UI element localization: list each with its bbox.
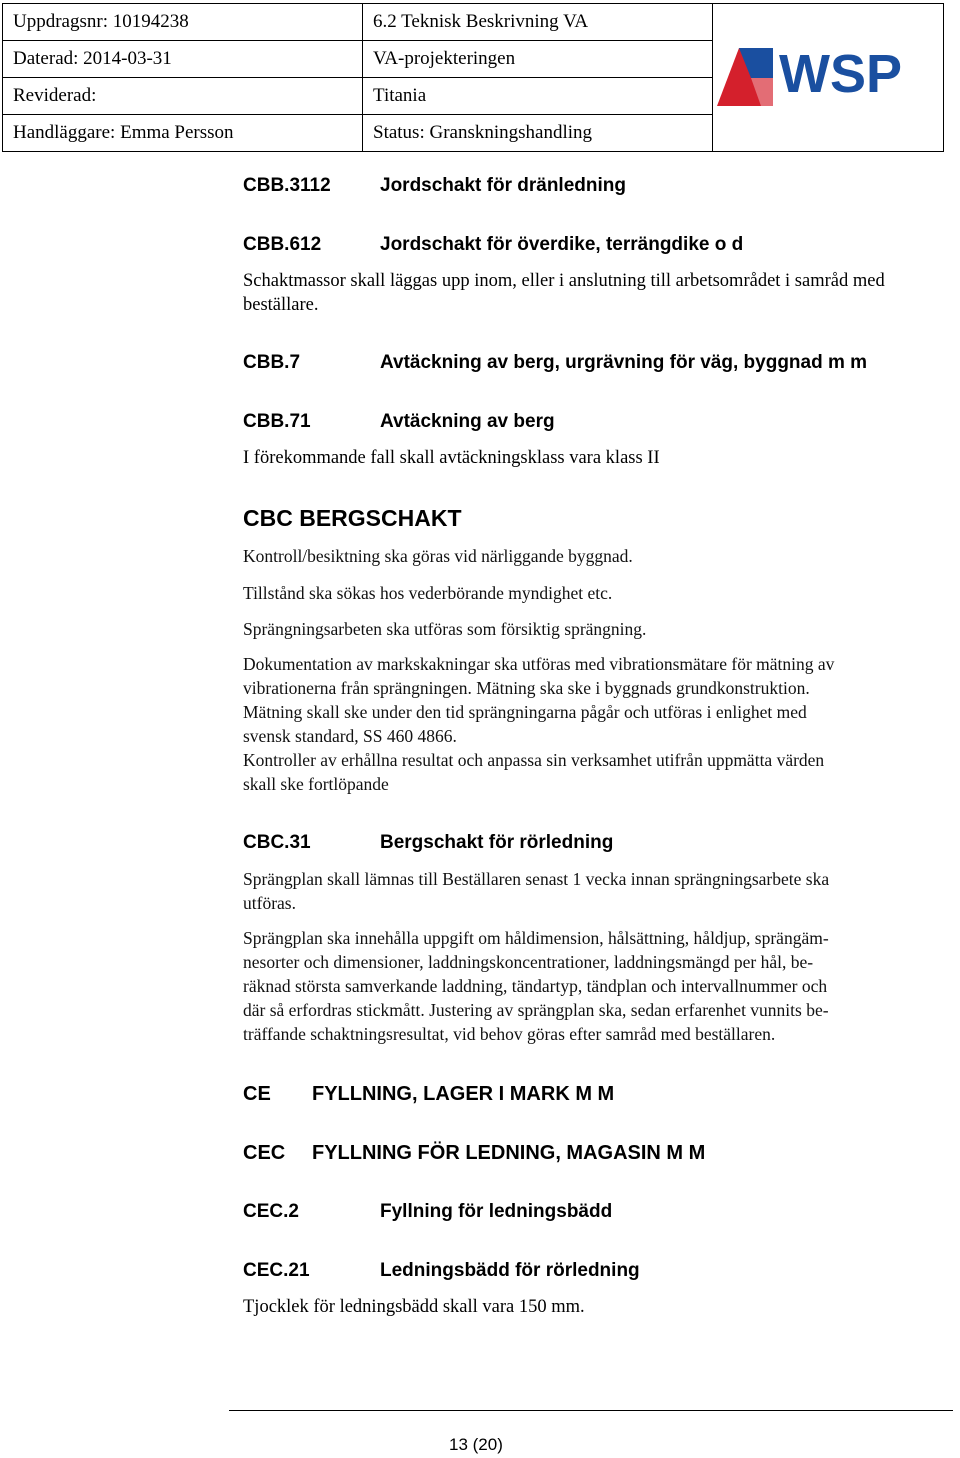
section-code: CBB.3112 <box>243 175 331 196</box>
cbc31-p1-line: utföras. <box>243 893 296 913</box>
section-title: Jordschakt för överdike, terrängdike o d <box>380 234 744 255</box>
section-title: Jordschakt för dränledning <box>380 175 626 196</box>
wsp-logo <box>717 34 939 114</box>
section-title: Fyllning för ledningsbädd <box>380 1201 613 1222</box>
cbc-paragraph-line: Dokumentation av markskakningar ska utföras med vibrationsmätare för mätning av <box>243 654 835 674</box>
daterad: Daterad: 2014-03-31 <box>3 41 363 78</box>
section-title: Avtäckning av berg, urgrävning för väg, byggnad m m <box>380 352 868 373</box>
section-title: Avtäckning av berg <box>380 411 555 432</box>
uppdragsnr: Uppdragsnr: 10194238 <box>3 4 363 41</box>
section-code: CBB.612 <box>243 234 322 255</box>
cbc31-p2-line: Sprängplan ska innehålla uppgift om håldimension, hålsättning, håldjup, sprängäm- <box>243 928 829 948</box>
cbc-line: Sprängningsarbeten ska utföras som försiktig sprängning. <box>243 619 647 639</box>
cbc-heading: CBC BERGSCHAKT <box>243 505 462 531</box>
project: VA-projekteringen <box>363 41 713 78</box>
cbc-paragraph-line: Kontroller av erhållna resultat och anpassa sin verksamhet utifrån uppmätta värden <box>243 750 825 770</box>
logo-text: WSP <box>779 44 903 104</box>
status: Status: Granskningshandling <box>363 115 713 152</box>
section-title: Bergschakt för rörledning <box>380 832 614 853</box>
section-code: CBC.31 <box>243 832 311 853</box>
cbc31-p2-line: där så erfordras stickmått. Justering av sprängplan ska, sedan erfarenhet vunnits be- <box>243 1000 829 1020</box>
ce-title: FYLLNING, LAGER I MARK M M <box>312 1083 615 1105</box>
section-code: CEC.21 <box>243 1260 310 1281</box>
cbc-line: Tillstånd ska sökas hos vederbörande myndighet etc. <box>243 583 613 603</box>
section-title: Ledningsbädd för rörledning <box>380 1260 640 1281</box>
cbc31-p2-line: räknad största samverkande laddning, tändartyp, tändplan och intervallnummer och <box>243 976 828 996</box>
doc-title: 6.2 Teknisk Beskrivning VA <box>363 4 713 41</box>
cbc-paragraph-line: skall ske fortlöpande <box>243 774 389 794</box>
section-text: I förekommande fall skall avtäckningsklass vara klass II <box>243 448 660 468</box>
cec-title: FYLLNING FÖR LEDNING, MAGASIN M M <box>312 1142 706 1164</box>
section-text: Tjocklek för ledningsbädd skall vara 150 mm. <box>243 1297 585 1317</box>
cec-code: CEC <box>243 1142 286 1164</box>
reviderad: Reviderad: <box>3 78 363 115</box>
section-code: CBB.71 <box>243 411 311 432</box>
location: Titania <box>363 78 713 115</box>
section-code: CBB.7 <box>243 352 301 373</box>
cbc-paragraph-line: svensk standard, SS 460 4866. <box>243 726 457 746</box>
section-code: CEC.2 <box>243 1201 299 1222</box>
handlaggare: Handläggare: Emma Persson <box>3 115 363 152</box>
cbc-paragraph-line: Mätning skall ske under den tid sprängningarna pågår och utföras i enlighet med <box>243 702 807 722</box>
cbc31-p2-line: träffande schaktningsresultat, vid behov göras efter samråd med beställaren. <box>243 1024 776 1044</box>
cbc-line: Kontroll/besiktning ska göras vid närliggande byggnad. <box>243 546 633 566</box>
cbc31-p2-line: nesorter och dimensioner, laddningskoncentrationer, laddningsmängd per hål, be- <box>243 952 814 972</box>
page-number: 13 (20) <box>449 1435 503 1454</box>
ce-code: CE <box>243 1083 271 1105</box>
logo-cell <box>713 4 944 152</box>
document-header <box>2 3 944 152</box>
footer-divider <box>229 1410 953 1411</box>
cbc31-p1-line: Sprängplan skall lämnas till Beställaren senast 1 vecka innan sprängningsarbete ska <box>243 869 830 889</box>
cbc-paragraph-line: vibrationerna från sprängningen. Mätning ska ske i byggnads grundkonstruktion. <box>243 678 810 698</box>
section-text: Schaktmassor skall läggas upp inom, eller i anslutning till arbetsområdet i samråd med beställare. <box>243 271 885 315</box>
